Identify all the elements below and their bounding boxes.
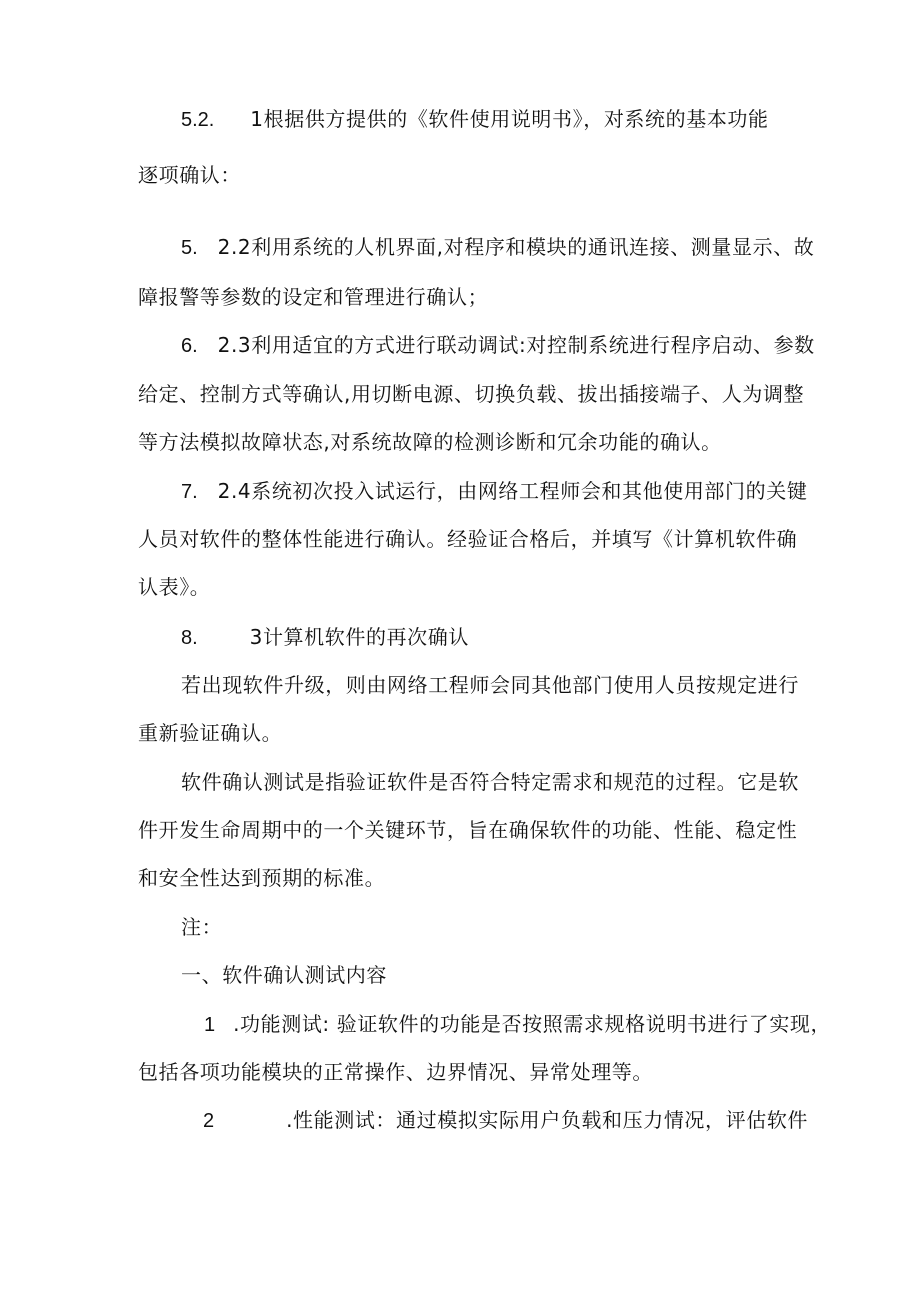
para-10-text: .功能测试: 验证软件的功能是否按照需求规格说明书进行了实现， [233, 1012, 832, 1036]
para-3-number: 6. [181, 335, 198, 357]
para-1-line-1 [181, 106, 769, 133]
para-10-line-2: 包括各项功能模块的正常操作、边界情况、异常处理等。 [138, 1060, 653, 1084]
para-11-text: .性能测试：通过模拟实际用户负载和压力情况，评估软件 [286, 1108, 809, 1132]
para-7-line-2: 件开发生命周期中的一个关键环节，旨在确保软件的功能、性能、稳定性 [138, 818, 798, 842]
note-label: 注： [181, 915, 223, 939]
para-4-line-3: 认表》。 [138, 575, 211, 599]
para-4-line-2: 人员对软件的整体性能进行确认。经验证合格后，并填写《计算机软件确 [138, 527, 798, 551]
para-3-text: 2.3利用适宜的方式进行联动调试:对控制系统进行程序启动、参数 [217, 333, 815, 357]
para-2-line-1 [181, 234, 814, 261]
para-1-text: 1根据供方提供的《软件使用说明书》，对系统的基本功能 [250, 107, 769, 131]
para-3-line-3: 等方法模拟故障状态,对系统故障的检测诊断和冗余功能的确认。 [138, 430, 722, 454]
para-6-line-1: 若出现软件升级，则由网络工程师会同其他部门使用人员按规定进行 [181, 673, 799, 697]
para-2-text: 2.2利用系统的人机界面,对程序和模块的通讯连接、测量显示、故 [217, 235, 815, 259]
para-5-number: 8. [181, 627, 198, 649]
para-7-line-3: 和安全性达到预期的标准。 [138, 866, 386, 890]
para-11-line-1 [203, 1107, 808, 1134]
para-10-line-1 [204, 1011, 831, 1038]
para-3-line-2: 给定、控制方式等确认,用切断电源、切换负载、拔出插接端子、人为调整 [138, 382, 805, 406]
para-2-line-2: 障报警等参数的设定和管理进行确认； [138, 285, 489, 309]
para-5-text: 3计算机软件的再次确认 [249, 625, 469, 649]
para-7-line-1: 软件确认测试是指验证软件是否符合特定需求和规范的过程。它是软 [181, 770, 799, 794]
para-3-line-1 [181, 332, 815, 359]
section-heading: 一、软件确认测试内容 [181, 963, 387, 987]
para-5-line-1 [181, 624, 469, 651]
para-6-line-2: 重新验证确认。 [138, 721, 283, 745]
para-4-line-1 [181, 478, 807, 505]
para-2-number: 5. [181, 237, 198, 259]
para-1-line-2: 逐项确认： [138, 163, 241, 187]
para-4-text: 2.4系统初次投入试运行，由网络工程师会和其他使用部门的关键 [217, 479, 808, 503]
para-1-number: 5.2. [181, 109, 215, 131]
para-4-number: 7. [181, 481, 198, 503]
para-10-number: 1 [204, 1014, 216, 1036]
para-11-number: 2 [203, 1110, 215, 1132]
